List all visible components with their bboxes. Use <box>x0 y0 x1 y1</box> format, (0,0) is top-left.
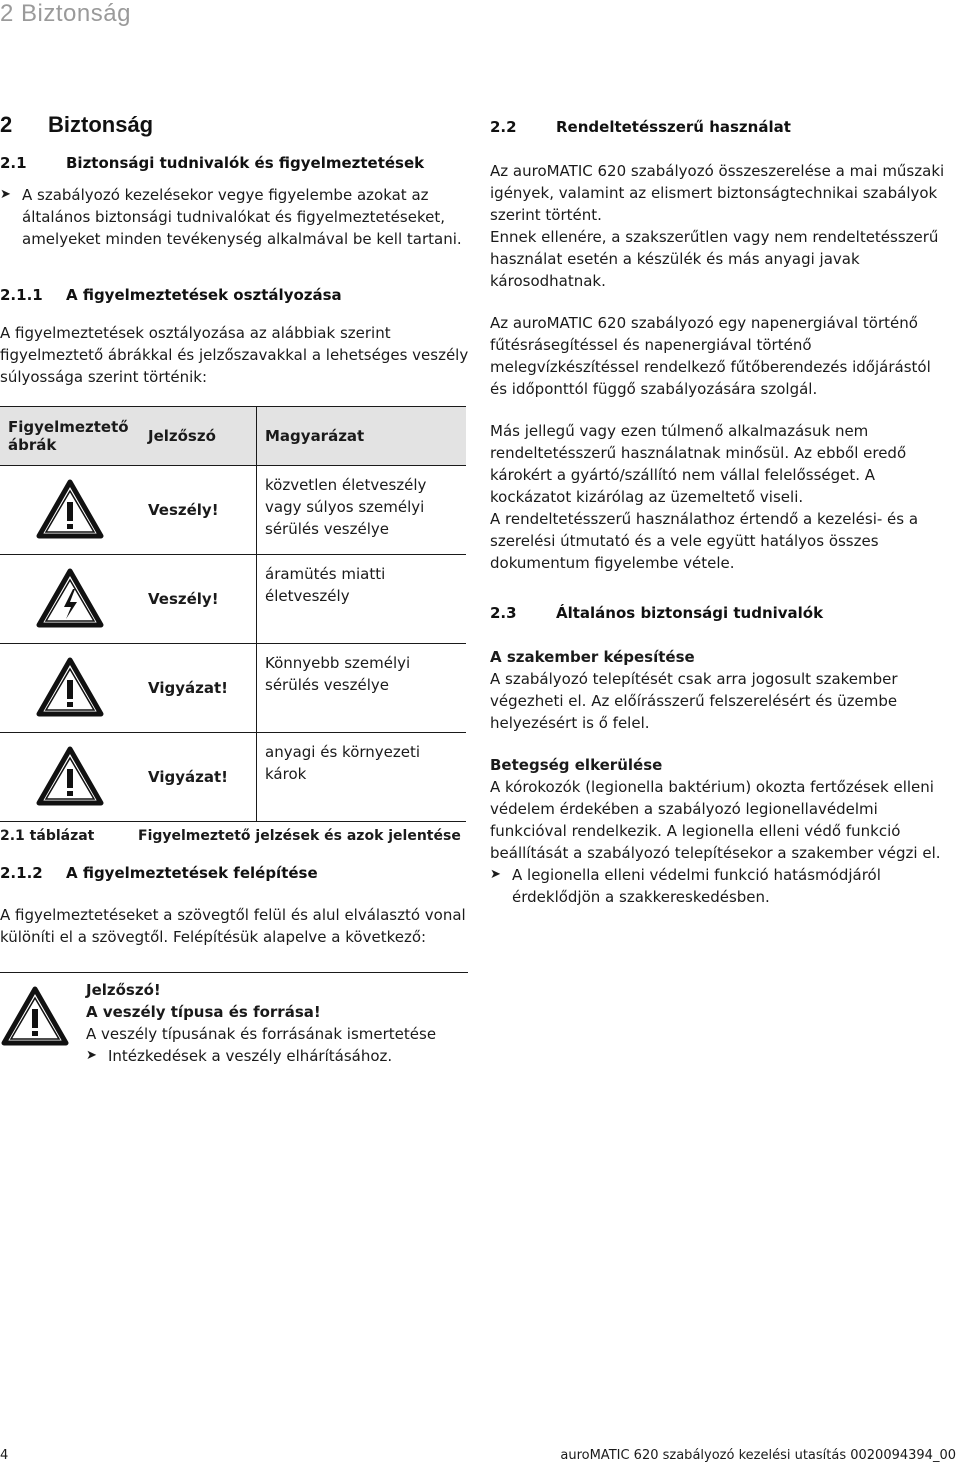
bullet-text: Intézkedések a veszély elhárításához. <box>108 1047 393 1065</box>
caption-number: 2.1 táblázat <box>0 828 95 844</box>
section-2-1-2-heading <box>0 864 470 882</box>
exclamation-warning-icon <box>35 745 105 807</box>
section-2-3-heading <box>490 604 952 622</box>
footer-document-title: auroMATIC 620 szabályozó kezelési utasítás 0020094394_00 <box>560 1448 956 1463</box>
subheading: A szakember képesítése <box>490 648 695 666</box>
table-header-cell: Jelzőszó <box>140 407 257 466</box>
chapter-number: 2 <box>0 112 13 137</box>
explanation-text: anyagi és környezeti károk <box>257 733 467 822</box>
chapter-heading <box>0 112 470 138</box>
section-number: 2.1 <box>0 154 27 172</box>
bullet-item <box>86 1045 450 1067</box>
warning-table <box>0 406 466 822</box>
section-number: 2.1.1 <box>0 286 43 304</box>
explanation-text: közvetlen életveszély vagy súlyos személyi sérülés veszélye <box>257 466 467 555</box>
warning-example <box>0 973 470 1075</box>
section-title: A figyelmeztetések felépítése <box>66 864 318 882</box>
table-caption <box>0 828 470 844</box>
paragraph: Más jellegű vagy ezen túlmenő alkalmazásuk nem rendeltetésszerű használatnak minősül. Az ebből eredő károkért a gyártó/szállító nem vállal felelősséget. A kockázatot kizárólag az üzemeltető viseli. <box>490 422 907 506</box>
paragraph: A figyelmeztetések osztályozása az alábbiak szerint figyelmeztető ábrákkal és jelzőszavakkal a lehetséges veszély súlyossága szerint történik: <box>0 324 469 386</box>
example-danger-type: A veszély típusa és forrása! <box>86 1003 321 1021</box>
signal-word: Veszély! <box>140 555 257 644</box>
bullet-text: A legionella elleni védelmi funkció hatásmódjáról érdeklődjön a szakkereskedésben. <box>512 866 881 906</box>
section-title: Általános biztonsági tudnivalók <box>556 604 824 622</box>
paragraph: Az auroMATIC 620 szabályozó egy napenergiával történő fűtésrásegítéssel és napenergiával történő melegvízkészítéssel rendelkező fűtőberendezés időjárástól és időponttól függő szabályozására szolgál. <box>490 314 931 398</box>
table-header-cell: Figyelmeztető ábrák <box>0 407 140 466</box>
example-signal-word: Jelzőszó! <box>86 981 161 999</box>
paragraph: A figyelmeztetéseket a szövegtől felül és alul elválasztó vonal különíti el a szövegtől. Felépítésük alapelve a következő: <box>0 906 466 946</box>
paragraph: A szabályozó telepítését csak arra jogosult szakember végezheti el. Az előírásszerű felszerelésért és üzembe helyezésért is ő felel. <box>490 670 898 732</box>
section-title: Rendeltetésszerű használat <box>556 118 791 136</box>
paragraph: Ennek ellenére, a szakszerűtlen vagy nem rendeltetésszerű használat esetén a készülék és más anyagi javak károsodhatnak. <box>490 228 939 290</box>
section-number: 2.2 <box>490 118 517 136</box>
bullet-text: A szabályozó kezelésekor vegye figyelembe azokat az általános biztonsági tudnivalókat és figyelmeztetéseket, amelyeket minden tevékenység alkalmával be kell tartani. <box>22 186 462 248</box>
exclamation-warning-icon <box>35 656 105 718</box>
bullet-arrow-icon: ➤ <box>490 867 501 882</box>
right-column <box>490 112 952 908</box>
section-title: Biztonsági tudnivalók és figyelmeztetések <box>66 154 425 172</box>
electric-shock-warning-icon <box>35 567 105 629</box>
exclamation-warning-icon <box>0 985 70 1047</box>
left-column <box>0 112 470 1075</box>
signal-word: Veszély! <box>140 466 257 555</box>
example-description: A veszély típusának és forrásának ismertetése <box>86 1025 437 1043</box>
section-2-1-heading <box>0 154 470 172</box>
paragraph: Az auroMATIC 620 szabályozó összeszerelése a mai műszaki igények, valamint az elismert biztonságtechnikai szabályok szerint történt. <box>490 162 945 224</box>
table-row <box>0 466 466 555</box>
explanation-text: Könnyebb személyi sérülés veszélye <box>257 644 467 733</box>
section-2-1-1-heading <box>0 286 470 304</box>
bullet-item <box>490 864 952 908</box>
section-2-2-heading <box>490 118 952 136</box>
table-header-cell: Magyarázat <box>257 407 467 466</box>
section-number: 2.1.2 <box>0 864 43 882</box>
paragraph: A rendeltetésszerű használathoz értendő a kezelési- és a szerelési útmutató és a vele együtt hatályos összes dokumentum figyelembe vétele. <box>490 510 919 572</box>
paragraph: A kórokozók (legionella baktérium) okozta fertőzések elleni védelem érdekében a szabályozó legionellavédelmi funkcióval rendelkezik. A legionella elleni védő funkció beállítását a szabályozó telepítésekor a szakember végzi el. <box>490 778 941 862</box>
bullet-arrow-icon: ➤ <box>86 1048 97 1063</box>
page-number: 4 <box>0 1448 9 1463</box>
page-header-title: 2 Biztonság <box>0 0 131 27</box>
chapter-title: Biztonság <box>48 112 154 137</box>
section-number: 2.3 <box>490 604 517 622</box>
exclamation-warning-icon <box>35 478 105 540</box>
explanation-text: áramütés miatti életveszély <box>257 555 467 644</box>
table-row <box>0 555 466 644</box>
subheading: Betegség elkerülése <box>490 756 663 774</box>
table-row <box>0 733 466 822</box>
table-header-row <box>0 407 466 466</box>
caption-text: Figyelmeztető jelzések és azok jelentése <box>138 828 461 844</box>
section-title: A figyelmeztetések osztályozása <box>66 286 342 304</box>
bullet-item <box>0 184 470 250</box>
signal-word: Vigyázat! <box>140 644 257 733</box>
bullet-arrow-icon: ➤ <box>0 187 11 202</box>
signal-word: Vigyázat! <box>140 733 257 822</box>
table-row <box>0 644 466 733</box>
